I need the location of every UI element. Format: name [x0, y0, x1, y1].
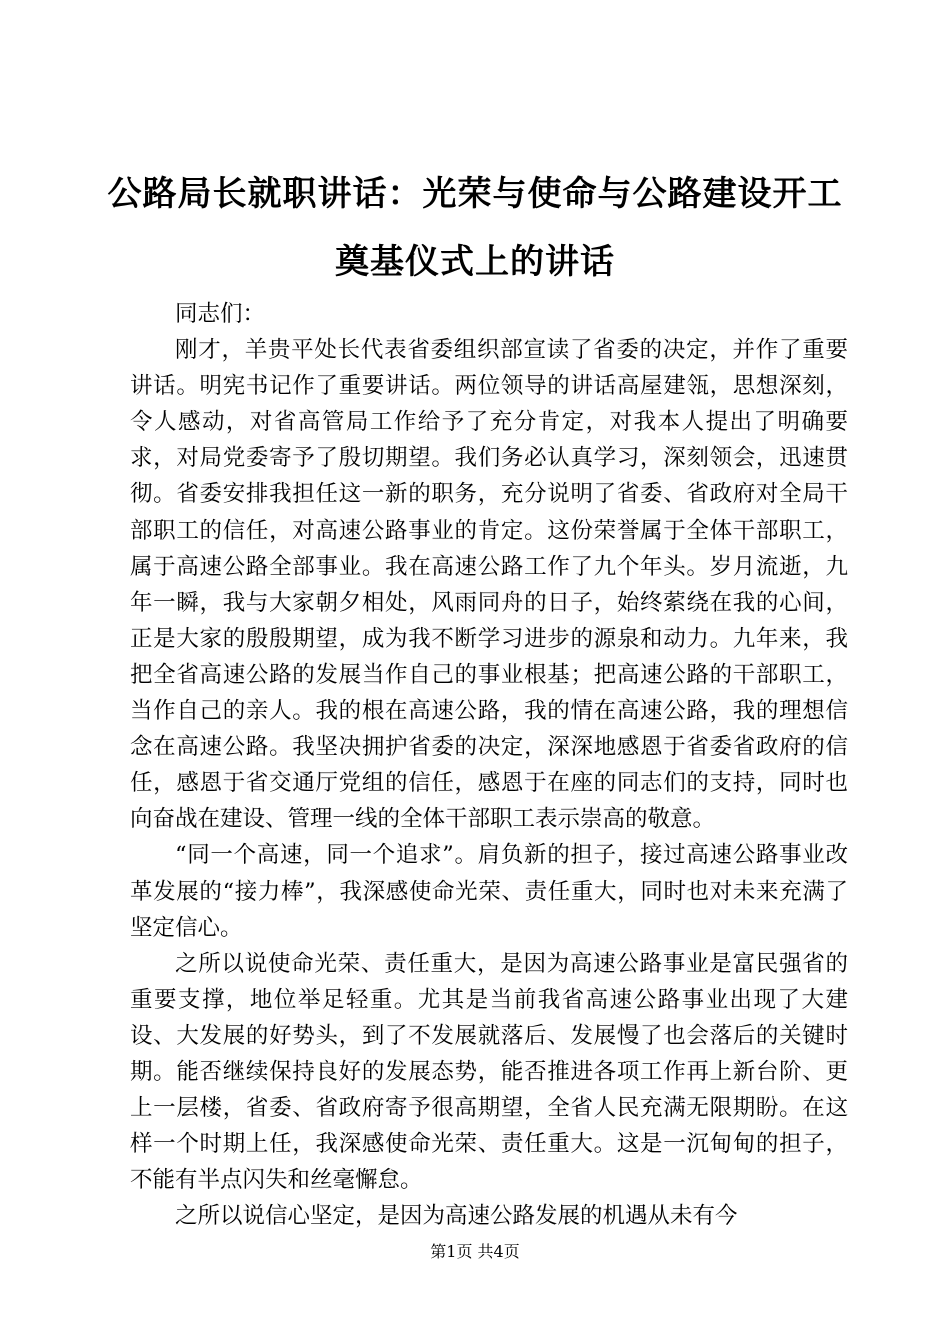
page-number-footer: 第1页 共4页	[430, 1242, 520, 1261]
document-body	[130, 296, 848, 1234]
body-paragraph: “同一个高速，同一个追求”。肩负新的担子，接过高速公路事业改革发展的“接力棒”，我深感使命光荣、责任重大，同时也对未来充满了坚定信心。	[130, 842, 848, 941]
body-paragraph: 之所以说使命光荣、责任重大，是因为高速公路事业是富民强省的重要支撑，地位举足轻重。尤其是当前我省高速公路事业出现了大建设、大发展的好势头，到了不发展就落后、发展慢了也会落后的关键时期。能否继续保持良好的发展态势，能否推进各项工作再上新台阶、更上一层楼，省委、省政府寄予很高期望，全省人民充满无限期盼。在这样一个时期上任，我深感使命光荣、责任重大。这是一沉甸甸的担子，不能有半点闪失和丝毫懈怠。	[130, 950, 848, 1194]
body-paragraph: 之所以说信心坚定，是因为高速公路发展的机遇从未有今	[175, 1203, 738, 1230]
salutation: 同志们：	[175, 301, 266, 327]
document-title: 公路局长就职讲话：光荣与使命与公路建设开工奠基仪式上的讲话	[107, 174, 843, 282]
body-paragraph: 刚才，羊贵平处长代表省委组织部宣读了省委的决定，并作了重要讲话。明宪书记作了重要讲话。两位领导的讲话高屋建瓴，思想深刻，令人感动，对省高管局工作给予了充分肯定，对我本人提出了明确要求，对局党委寄予了殷切期望。我们务必认真学习，深刻领会，迅速贯彻。省委安排我担任这一新的职务，充分说明了省委、省政府对全局干部职工的信任，对高速公路事业的肯定。这份荣誉属于全体干部职工，属于高速公路全部事业。我在高速公路工作了九个年头。岁月流逝，九年一瞬，我与大家朝夕相处，风雨同舟的日子，始终萦绕在我的心间，正是大家的殷殷期望，成为我不断学习进步的源泉和动力。九年来，我把全省高速公路的发展当作自己的事业根基；把高速公路的干部职工，当作自己的亲人。我的根在高速公路，我的情在高速公路，我的理想信念在高速公路。我坚决拥护省委的决定，深深地感恩于省委省政府的信任，感恩于省交通厅党组的信任，感恩于在座的同志们的支持，同时也向奋战在建设、管理一线的全体干部职工表示崇高的敬意。	[130, 337, 848, 833]
